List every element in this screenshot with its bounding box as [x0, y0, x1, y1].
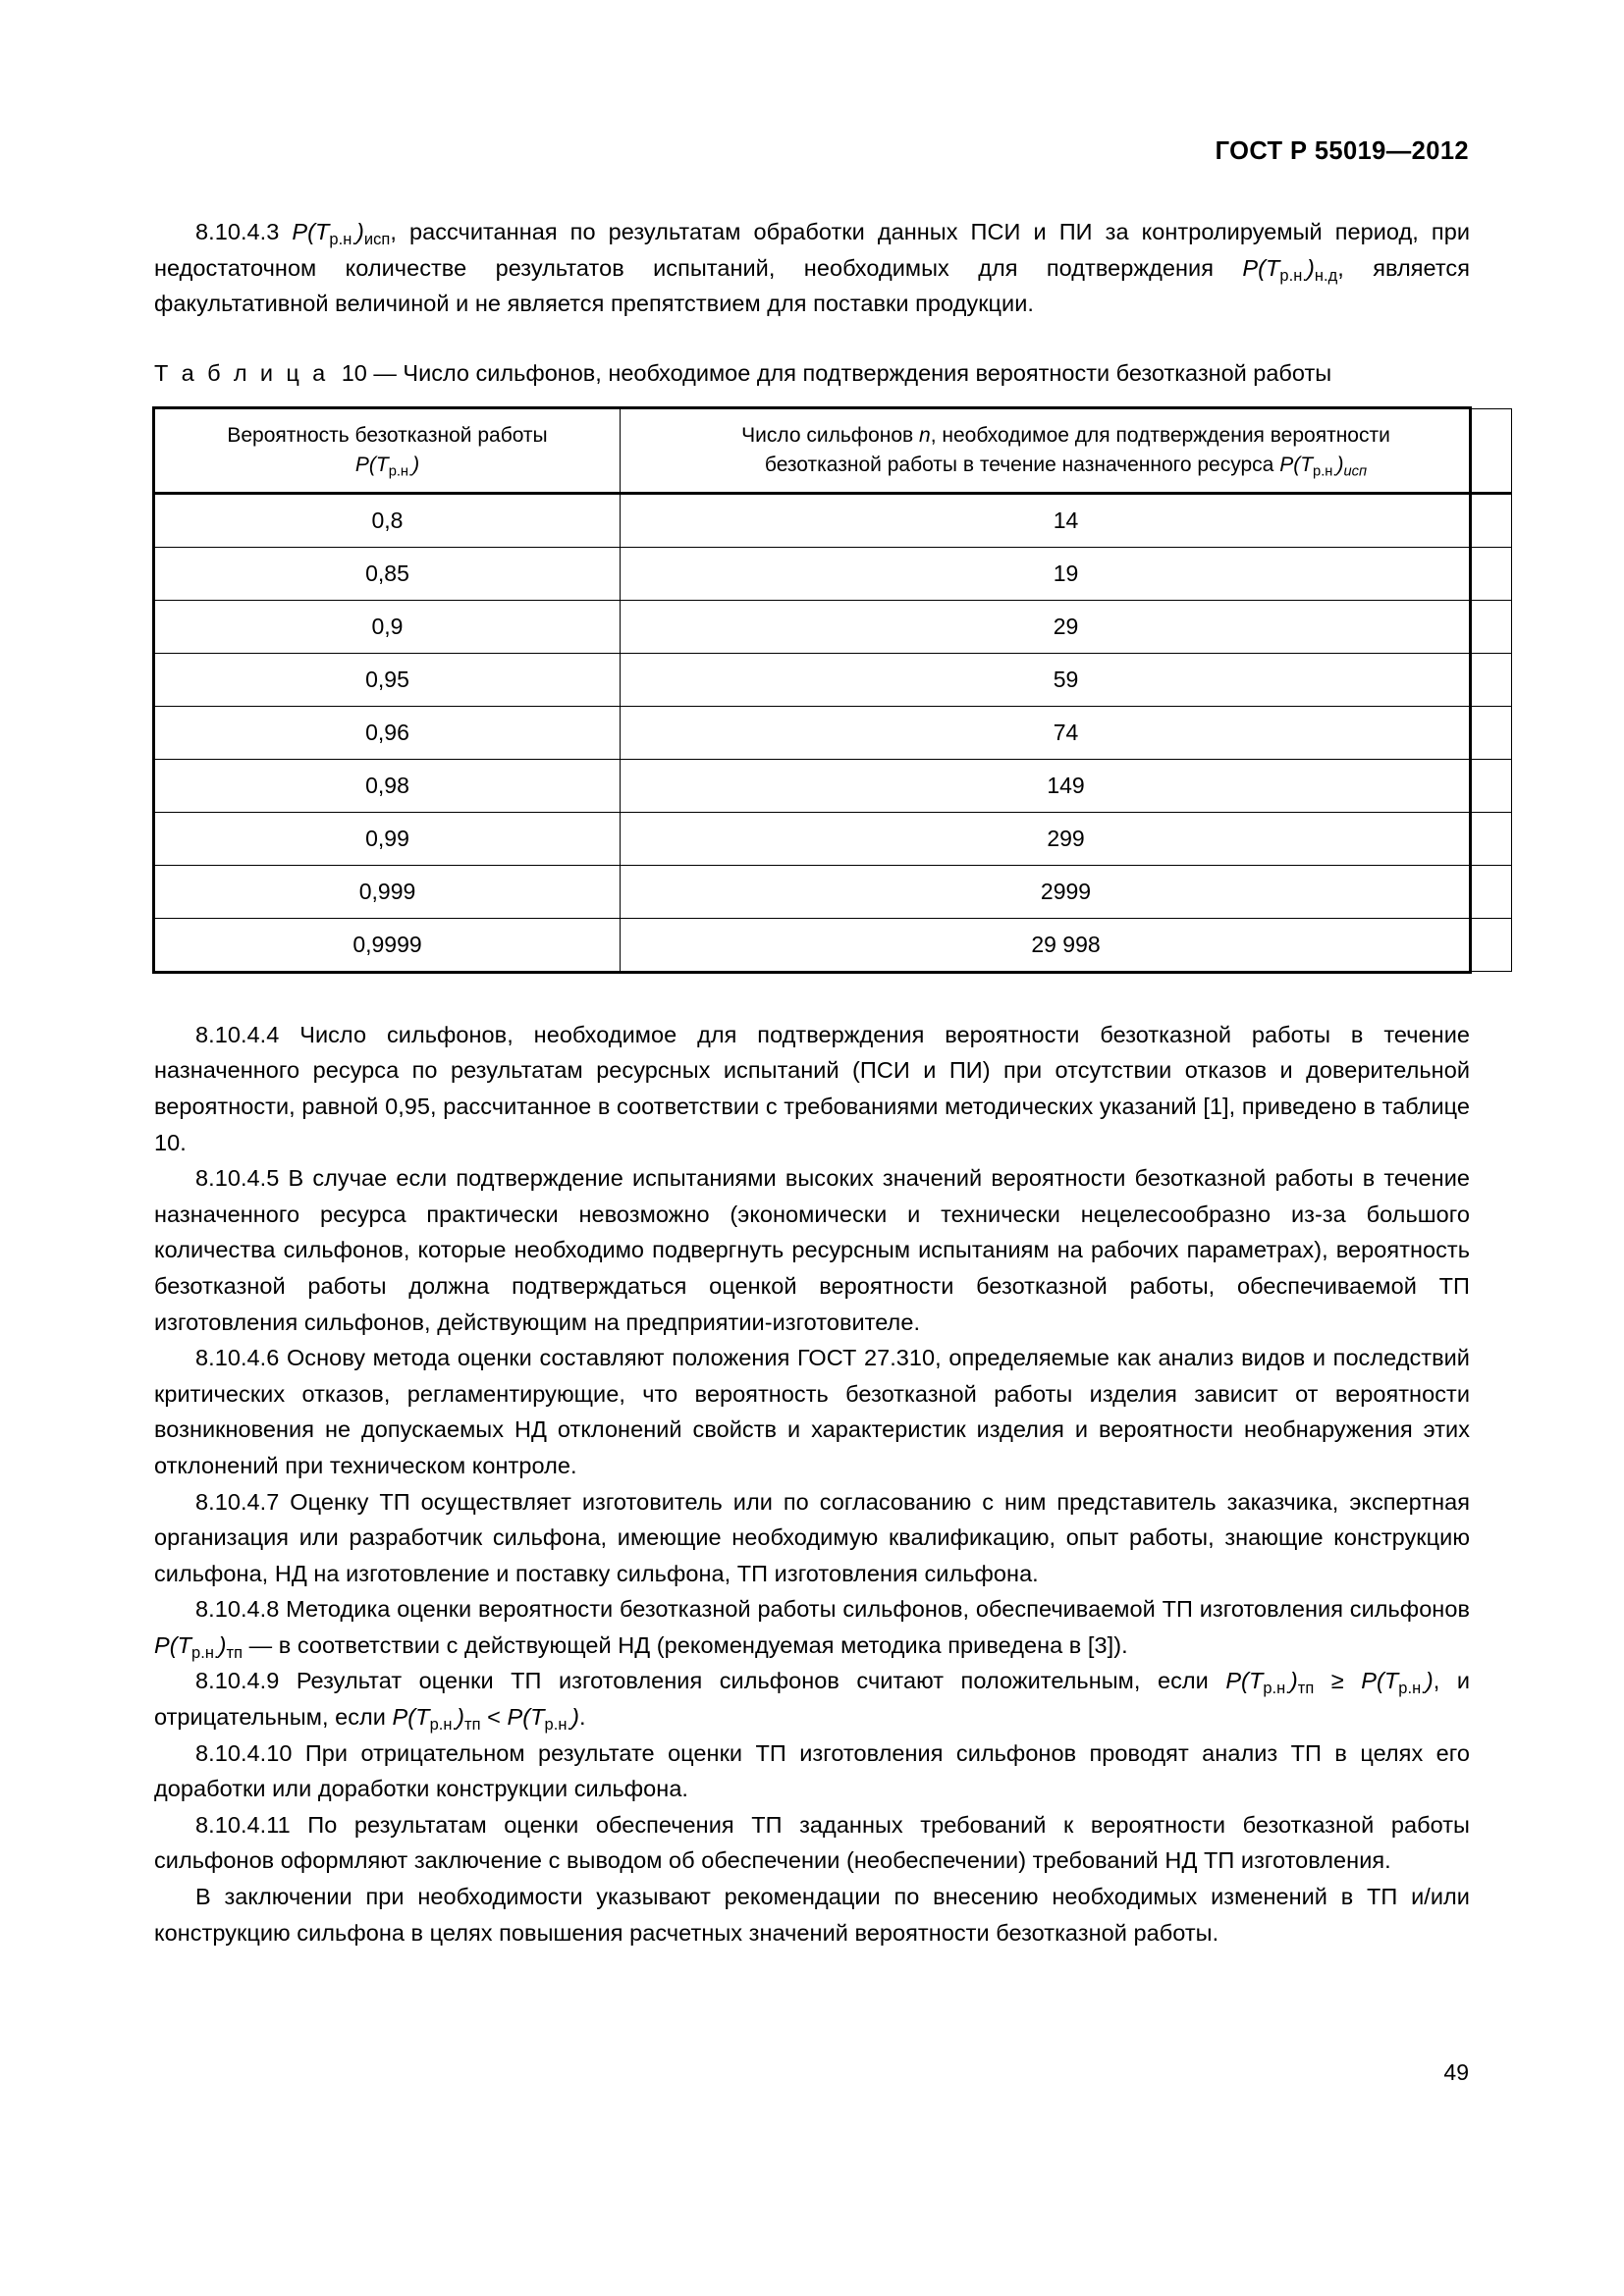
formula9d-subscript-rn: р.н. [544, 1715, 572, 1734]
cell-probability: 0,9 [155, 600, 621, 653]
cell-count: 14 [621, 493, 1512, 547]
cell-probability: 0,9999 [155, 918, 621, 971]
formula2-subscript-rn: р.н. [1279, 266, 1307, 285]
table-row [155, 653, 1512, 706]
header2-symbol-p: P [1279, 453, 1294, 476]
formula-subscript-rn: р.н. [329, 230, 356, 248]
formula9-p-trn-tp-c: $P(T_{р.н.})_{тп}$ [392, 1704, 481, 1734]
cell-count: 149 [621, 759, 1512, 812]
cell-count: 19 [621, 547, 1512, 600]
formula9a-symbol-t: T [1248, 1668, 1264, 1694]
formula9-p-trn-d: $P(T_{р.н.})$ [507, 1704, 579, 1734]
header-symbol-t: T [375, 453, 389, 476]
paragraph-8-10-4-9 [154, 1663, 1470, 1735]
paragraph-8-10-4-5: 8.10.4.5 В случае если подтверждение испытаниями высоких значений вероятности безотказной работы в течение назначенного ресурса практически невозможно (экономически и технически нецелесообразно из-за большого количества сильфонов, которые необходимо подвергнуть ресурсным испытаниям на рабочих параметрах), вероятность безотказной работы должна подтверждаться оценкой вероятности безотказной работы, обеспечиваемой ТП изготовления сильфонов, действующим на предприятии-изготовителе. [154, 1165, 1470, 1335]
cell-count: 29 [621, 600, 1512, 653]
cell-probability: 0,99 [155, 812, 621, 865]
table-row [155, 547, 1512, 600]
formula-subscript-isp: исп [363, 230, 391, 248]
header-count-line1-a: Число сильфонов [741, 423, 920, 447]
header-count-line2 [630, 451, 1501, 480]
formula8-subscript-tp: тп [226, 1643, 244, 1662]
paragraph-8-10-4-3-part3: , является факультативной величиной и не является препятствием для поставки продукции. [154, 254, 1470, 317]
table-10-body [155, 493, 1512, 971]
formula9a-subscript-rn: р.н. [1263, 1680, 1290, 1698]
paragraph-8-10-4-8 [154, 1591, 1470, 1663]
operator-ge: ≥ [1314, 1668, 1362, 1694]
header-probability-line2: $P(T_{р.н.})$ [354, 453, 420, 480]
paragraph-8-10-4-9-prefix: 8.10.4.9 Результат оценки ТП изготовления сильфонов считают положительным, если [195, 1668, 1226, 1694]
paragraph-8-10-4-8-suffix: — в соответствии с действующей НД (рекомендуемая методика приведена в [3]). [243, 1631, 1128, 1658]
formula9c-subscript-rn: р.н. [429, 1715, 458, 1734]
formula9a-symbol-p: P [1225, 1668, 1242, 1694]
cell-probability: 0,8 [155, 493, 621, 547]
formula-symbol-t: T [315, 219, 330, 244]
header-symbol-p: P [354, 453, 369, 476]
paragraph-8-10-4-7: 8.10.4.7 Оценку ТП осуществляет изготовитель или по согласованию с ним представитель заказчика, экспертная организация или разработчик сильфона, имеющие необходимую квалификацию, опыт работы, знающие конструкцию сильфона, НД на изготовление и поставку сильфона, ТП изготовления сильфона. [154, 1488, 1470, 1586]
cell-count: 29 998 [621, 918, 1512, 971]
paragraph-8-10-4-6: 8.10.4.6 Основу метода оценки составляют положения ГОСТ 27.310, определяемые как анализ видов и последствий критических отказов, регламентирующие, что вероятность безотказной работы изделия зависит от вероятности возникновения не допускаемых НД отклонений свойств и характеристик изделия и вероятности необнаружения этих отклонений при техническом контроле. [154, 1345, 1470, 1478]
header2-subscript-isp: исп [1343, 463, 1368, 480]
paragraph-8-10-4-9-mid: , и отрицательным, если [154, 1668, 1470, 1731]
formula2-symbol-t: T [1266, 254, 1280, 281]
formula-p-trn-isp: $P(T_{р.н.})_{исп}$ [292, 219, 391, 248]
cell-count: 74 [621, 706, 1512, 759]
formula8-symbol-p: P [154, 1631, 170, 1658]
table-caption-number: 10 [341, 359, 367, 386]
cell-probability: 0,999 [155, 865, 621, 918]
paragraph-8-10-4-3-part1: 8.10.4.3 [195, 219, 293, 244]
page-header-standard-number: ГОСТ Р 55019—2012 [1215, 137, 1469, 165]
formula8-subscript-rn: р.н. [191, 1643, 219, 1662]
formula9a-subscript-tp: тп [1297, 1680, 1315, 1698]
table-10-head [155, 408, 1512, 493]
formula9c-symbol-p: P [392, 1704, 408, 1731]
header-probability-line1: Вероятность безотказной работы [227, 423, 548, 447]
table-10 [154, 408, 1512, 972]
page-number: 49 [1443, 2059, 1469, 2085]
operator-lt: < [480, 1704, 508, 1731]
formula9b-symbol-t: T [1383, 1668, 1399, 1694]
cell-count: 59 [621, 653, 1512, 706]
header-subscript-rn: р.н. [388, 463, 413, 480]
header-count-line2-a: безотказной работы в течение назначенного ресурса [764, 453, 1280, 476]
header-formula-p-trn-isp: $P(T_{р.н.})_{исп}$ [1279, 453, 1368, 480]
cell-probability: 0,96 [155, 706, 621, 759]
formula9b-symbol-p: P [1361, 1668, 1377, 1694]
formula2-subscript-nd: н.д [1314, 266, 1338, 285]
header2-subscript-rn: р.н. [1313, 463, 1337, 480]
formula9c-subscript-tp: тп [464, 1715, 481, 1734]
formula2-symbol-p: P [1242, 254, 1259, 281]
cell-count: 2999 [621, 865, 1512, 918]
paragraph-8-10-4-3 [154, 214, 1470, 322]
table-caption-title: Число сильфонов, необходимое для подтверждения вероятности безотказной работы [403, 359, 1332, 386]
table-row [155, 600, 1512, 653]
formula-p-trn-tp: $P(T_{р.н.})_{тп}$ [154, 1631, 244, 1662]
paragraph-8-10-4-9-suffix: . [578, 1704, 586, 1731]
table-header-row [155, 408, 1512, 493]
table-caption-label: Т а б л и ц а [154, 359, 329, 386]
cell-probability: 0,95 [155, 653, 621, 706]
table-row [155, 812, 1512, 865]
formula9d-symbol-t: T [530, 1704, 545, 1731]
formula9c-symbol-t: T [415, 1704, 430, 1731]
formula9d-symbol-p: P [507, 1704, 523, 1731]
header-symbol-n: n [919, 423, 931, 447]
formula-p-trn-nd: $P(T_{р.н.})_{н.д}$ [1242, 254, 1338, 285]
table-10-caption [154, 357, 1470, 389]
paragraph-8-10-4-4: 8.10.4.4 Число сильфонов, необходимое для подтверждения вероятности безотказной работы в течение назначенного ресурса по результатам ресурсных испытаний (ПСИ и ПИ) при отсутствии отказов и доверительной вероятности, равной 0,95, рассчитанное в соответствии с требованиями методических указаний [1], приведено в таблице 10. [154, 1021, 1470, 1155]
table-row [155, 493, 1512, 547]
formula9b-subscript-rn: р.н. [1398, 1680, 1426, 1698]
header2-symbol-t: T [1300, 453, 1314, 476]
cell-probability: 0,85 [155, 547, 621, 600]
paragraph-8-10-4-10: 8.10.4.10 При отрицательном результате оценки ТП изготовления сильфонов проводят анализ ТП в целях его доработки или доработки конструкции сильфона. [154, 1739, 1470, 1802]
paragraph-8-10-4-8-prefix: 8.10.4.8 Методика оценки вероятности безотказной работы сильфонов, обеспечиваемой ТП изготовления сильфонов [195, 1596, 1470, 1623]
table-row [155, 865, 1512, 918]
table-10-wrapper [154, 408, 1470, 972]
header-count-line1-b: , необходимое для подтверждения вероятности [930, 423, 1390, 447]
table-header-cell-count [621, 408, 1512, 493]
paragraph-8-10-4-3-part2: , рассчитанная по результатам обработки данных ПСИ и ПИ за контролируемый период, при недостаточном количестве результатов испытаний, необходимых для подтверждения [154, 219, 1470, 281]
page-content [154, 214, 1470, 1950]
table-row [155, 918, 1512, 971]
paragraph-8-10-4-11: 8.10.4.11 По результатам оценки обеспечения ТП заданных требований к вероятности безотказной работы сильфонов оформляют заключение с выводом об обеспечении (необеспечении) требований НД ТП изготовления. [154, 1811, 1470, 1874]
cell-probability: 0,98 [155, 759, 621, 812]
table-caption-dash: — [373, 359, 397, 386]
cell-count: 299 [621, 812, 1512, 865]
header-count-line1 [630, 421, 1501, 451]
paragraph-conclusion: В заключении при необходимости указывают рекомендации по внесению необходимых изменений в ТП и/или конструкцию сильфона в целях повышения расчетных значений вероятности безотказной работы. [154, 1884, 1470, 1946]
table-row [155, 706, 1512, 759]
formula-symbol-p: P [292, 219, 308, 244]
formula9-p-trn-b: $P(T_{р.н.})$ [1361, 1668, 1434, 1698]
table-header-cell-probability [155, 408, 621, 493]
formula8-symbol-t: T [177, 1631, 192, 1658]
table-row [155, 759, 1512, 812]
formula9-p-trn-tp-a: $P(T_{р.н.})_{тп}$ [1225, 1668, 1315, 1698]
